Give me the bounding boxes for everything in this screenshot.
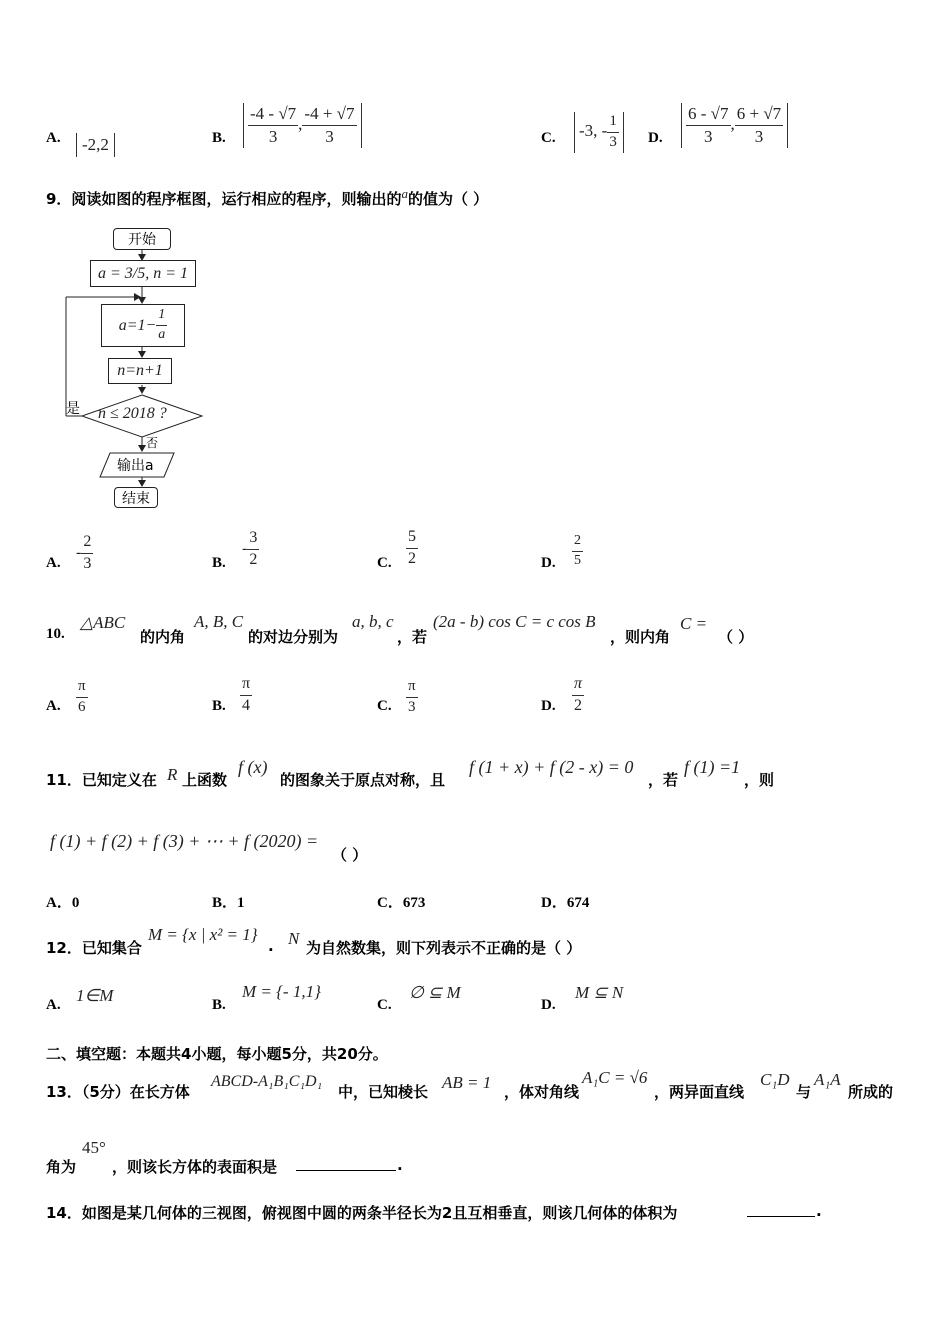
q11-text-3: 的图象关于原点对称，且 xyxy=(280,771,446,789)
option-b-label[interactable]: B. xyxy=(212,130,226,146)
option-d-label[interactable]: D. xyxy=(541,997,556,1013)
option-a-value: -2,2 xyxy=(76,133,115,157)
q13-a1a: A₁A xyxy=(814,1070,841,1089)
option-a-label[interactable]: A. xyxy=(46,997,61,1013)
q10-paren: （ ） xyxy=(718,628,754,646)
q11-sum: f (1) + f (2) + f (3) + ⋯ + f (2020) = xyxy=(50,831,319,851)
q13-answer-blank[interactable] xyxy=(296,1156,396,1171)
option-b-value: $\frac{-4 - √7}{3}$ , $\frac{-4 + √7}{3}$ xyxy=(243,103,362,148)
option-a-value: $\frac{\pi}{6}$ xyxy=(78,678,86,715)
q10-text-4: ，则内角 xyxy=(610,628,671,646)
option-a-value: 1∈M xyxy=(76,986,114,1005)
q11-paren: （ ） xyxy=(332,846,368,864)
q13-period: . xyxy=(397,1156,403,1174)
option-b-label[interactable]: B. xyxy=(212,555,226,571)
q13-text-3: ，体对角线 xyxy=(504,1083,580,1101)
flow-update-n: n=n+1 xyxy=(108,358,172,384)
q13-text-5: 与 xyxy=(796,1083,812,1101)
q11-text-2: 上函数 xyxy=(182,771,228,789)
option-d-value: M ⊆ N xyxy=(575,983,624,1002)
q12-text-1: 12．已知集合 xyxy=(46,939,142,957)
option-a-label[interactable]: A. xyxy=(46,130,61,146)
q14-text-1: 14．如图是某几何体的三视图，俯视图中圆的两条半径长为2且互相垂直，则该几何体的体积为 xyxy=(46,1204,678,1222)
option-d-label[interactable]: D. xyxy=(648,130,663,146)
q13-c1d: C₁D xyxy=(760,1070,790,1089)
option-d-value: $\frac{\pi}{2}$ xyxy=(574,675,583,714)
option-d-value: $\frac{6 - √7}{3}$ , $\frac{6 + √7}{3}$ xyxy=(681,103,788,148)
flow-start: 开始 xyxy=(113,228,171,250)
q11-text-1: 11．已知定义在 xyxy=(46,771,157,789)
q13-text-8: ，则该长方体的表面积是 xyxy=(112,1158,278,1176)
q11-fx: f (x) xyxy=(238,757,268,777)
q10-C: C = xyxy=(680,614,708,633)
q13-text-6: 所成的 xyxy=(848,1083,894,1101)
q13-text-7: 角为 xyxy=(46,1158,77,1176)
option-c-label[interactable]: C. xyxy=(377,997,392,1013)
q13-box: ABCD-A₁B₁C₁D₁ xyxy=(211,1073,323,1090)
option-c-value: $\frac{5}{2}$ xyxy=(408,528,416,567)
option-c-label[interactable]: C. xyxy=(377,698,392,714)
q13-text-4: ，两异面直线 xyxy=(654,1083,745,1101)
flow-init: a = 3/5, n = 1 xyxy=(90,260,196,287)
option-a-value: - $\frac{2}{3}$ xyxy=(76,533,92,572)
q13-text-1: 13．（5分）在长方体 xyxy=(46,1083,190,1101)
option-d-value: $\frac{2}{5}$ xyxy=(574,533,581,568)
q12-set-M: M = {x | x² = 1} xyxy=(148,925,258,944)
option-c-value: $\frac{\pi}{3}$ xyxy=(408,678,416,715)
flow-yes: 是 xyxy=(66,401,80,417)
q11-text-4: ，若 xyxy=(648,771,679,789)
flow-no: 否 xyxy=(146,436,159,450)
flow-update-a: a=1− $\frac{1}{a}$ xyxy=(101,304,185,347)
option-a-label[interactable]: A. xyxy=(46,555,61,571)
q10-triangle: △ABC xyxy=(80,613,126,632)
q10-number: 10. xyxy=(46,626,65,642)
option-b-label[interactable]: B. xyxy=(212,698,226,714)
q12-text-2: 为自然数集，则下列表示不正确的是（ ） xyxy=(306,939,582,957)
q13-angle: 45° xyxy=(82,1138,106,1157)
q10-text-1: 的内角 xyxy=(140,628,186,646)
q12-N: N xyxy=(288,929,300,948)
section-heading: 二、填空题：本题共4小题，每小题5分，共20分。 xyxy=(46,1045,388,1063)
flow-output: 输出a xyxy=(117,458,154,474)
q13-ab: AB = 1 xyxy=(442,1073,492,1092)
option-d-label[interactable]: D. xyxy=(541,555,556,571)
q10-sides: a, b, c xyxy=(352,612,394,631)
q11-f1: f (1) =1 xyxy=(684,757,741,777)
q13-diag: A₁C = √6 xyxy=(582,1068,648,1087)
q10-angles: A, B, C xyxy=(194,612,244,631)
option-b-value: $\frac{\pi}{4}$ xyxy=(242,675,251,714)
option-a-label[interactable]: A. xyxy=(46,698,61,714)
option-b-value: M = {- 1,1} xyxy=(242,982,321,1001)
option-b[interactable]: B．1 xyxy=(212,895,245,911)
q13-text-2: 中，已知棱长 xyxy=(338,1083,429,1101)
option-d[interactable]: D．674 xyxy=(541,895,590,911)
option-c-value: ∅ ⊆ M xyxy=(409,983,461,1002)
q14-answer-blank[interactable] xyxy=(747,1202,815,1217)
q12-dot: . xyxy=(268,937,274,955)
q11-equation: f (1 + x) + f (2 - x) = 0 xyxy=(469,757,634,777)
option-c-label[interactable]: C. xyxy=(377,555,392,571)
q11-R: R xyxy=(167,765,178,784)
option-c-label[interactable]: C. xyxy=(541,130,556,146)
flow-condition: n ≤ 2018 ? xyxy=(98,405,167,422)
q9-stem: 9．阅读如图的程序框图，运行相应的程序，则输出的$^a$的值为（ ） xyxy=(46,186,489,208)
option-c-value: -3, - $\frac{1}{3}$ xyxy=(574,112,624,153)
option-a[interactable]: A．0 xyxy=(46,895,80,911)
q11-text-5: ，则 xyxy=(744,771,775,789)
q10-text-2: 的对边分别为 xyxy=(248,628,339,646)
option-b-label[interactable]: B. xyxy=(212,997,226,1013)
flow-end: 结束 xyxy=(114,487,158,508)
option-b-value: - $\frac{3}{2}$ xyxy=(242,529,258,568)
q14-period: . xyxy=(816,1202,822,1220)
q10-text-3: ，若 xyxy=(397,628,428,646)
q10-equation: (2a - b) cos C = c cos B xyxy=(433,612,596,631)
option-c[interactable]: C．673 xyxy=(377,895,426,911)
option-d-label[interactable]: D. xyxy=(541,698,556,714)
